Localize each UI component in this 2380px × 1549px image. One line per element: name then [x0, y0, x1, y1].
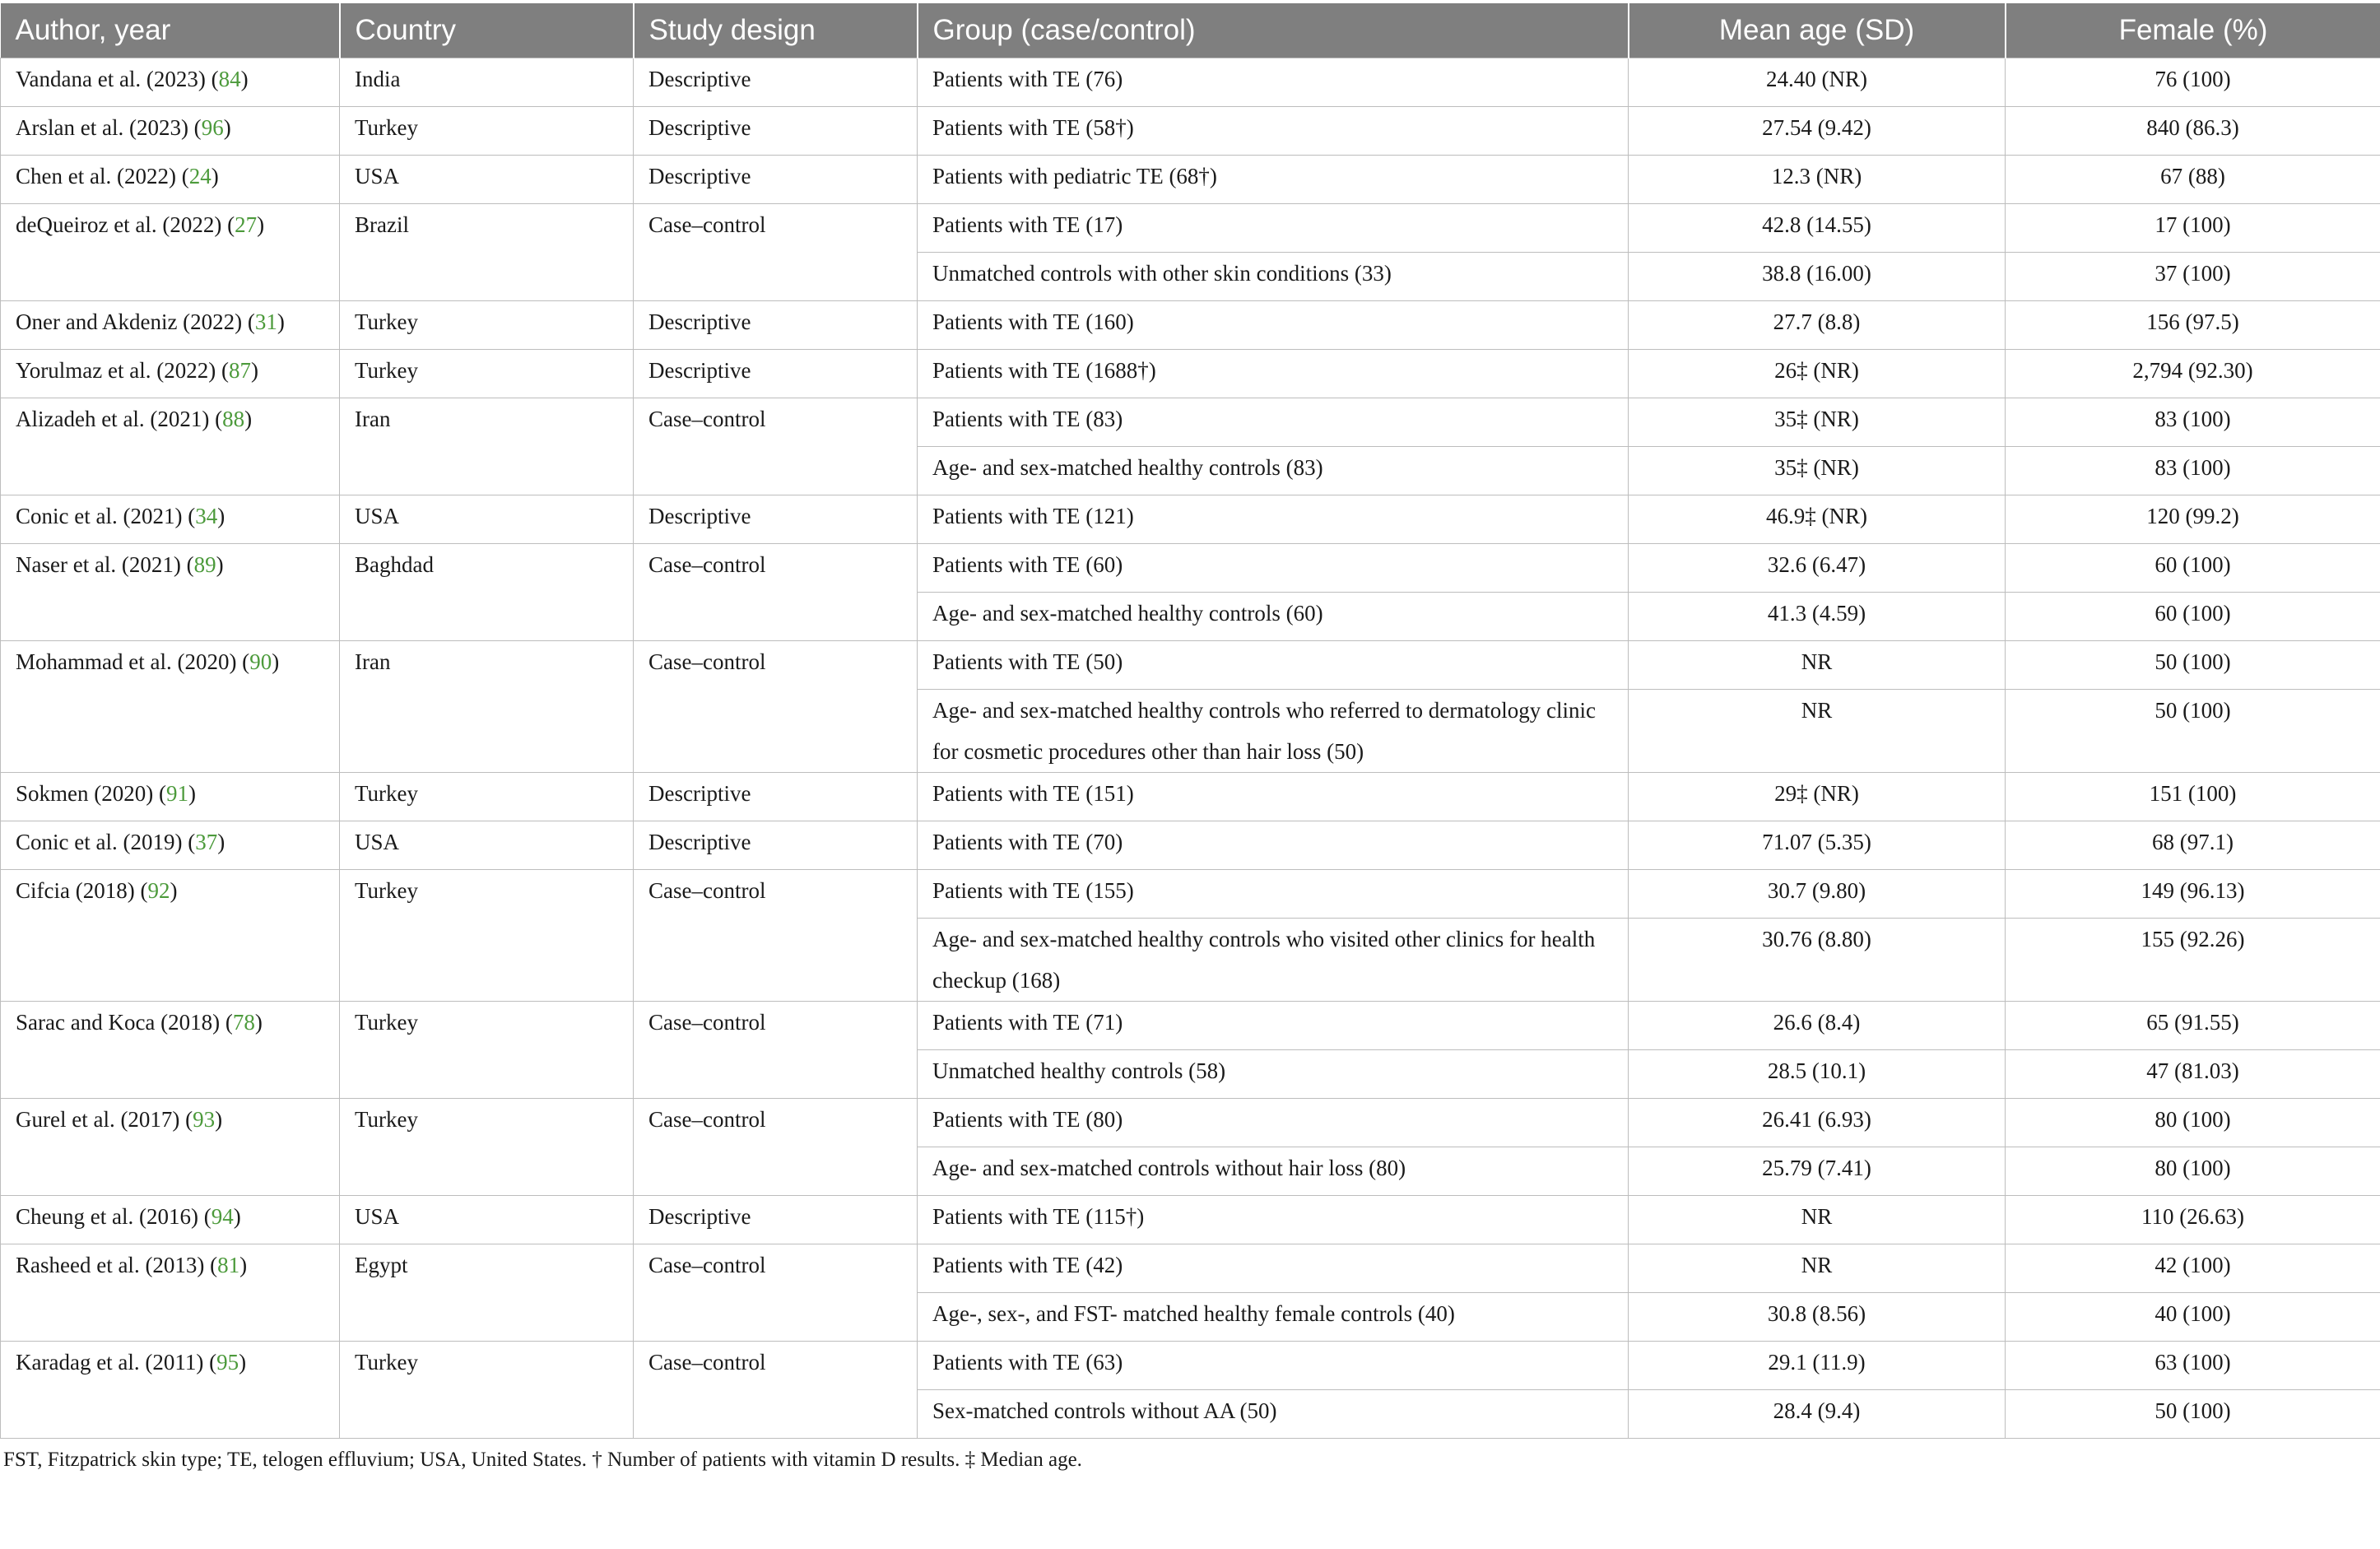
country-cell: Turkey	[340, 1342, 634, 1439]
mean-age-cell: 26.6 (8.4)	[1629, 1002, 2006, 1050]
female-cell: 110 (26.63)	[2006, 1196, 2380, 1244]
author-paren: )	[215, 1107, 223, 1132]
female-cell: 63 (100)	[2006, 1342, 2380, 1390]
author-cell	[1, 1002, 340, 1099]
author-paren: )	[216, 552, 224, 577]
author-paren: )	[272, 649, 280, 674]
mean-age-cell: 25.79 (7.41)	[1629, 1147, 2006, 1196]
group-cell: Age- and sex-matched healthy controls (60)	[918, 593, 1629, 641]
author-paren: )	[239, 1350, 247, 1375]
design-cell: Case–control	[634, 1342, 918, 1439]
author-cell	[1, 107, 340, 156]
author-cell	[1, 204, 340, 301]
country-cell: USA	[340, 495, 634, 544]
reference-link[interactable]: 81	[217, 1253, 240, 1277]
reference-link[interactable]: 27	[235, 212, 258, 237]
female-cell: 47 (81.03)	[2006, 1050, 2380, 1099]
author-text: Arslan et al. (2023) (	[16, 115, 202, 140]
country-cell: Turkey	[340, 350, 634, 398]
table-row	[1, 773, 2380, 821]
author-paren: )	[239, 1253, 248, 1277]
author-text: Vandana et al. (2023) (	[16, 67, 219, 91]
author-cell	[1, 773, 340, 821]
group-cell: Patients with TE (160)	[918, 301, 1629, 350]
design-cell: Case–control	[634, 870, 918, 1002]
design-cell: Descriptive	[634, 773, 918, 821]
group-cell: Patients with TE (76)	[918, 58, 1629, 107]
table-row	[1, 58, 2380, 107]
reference-link[interactable]: 34	[195, 504, 218, 528]
author-cell	[1, 821, 340, 870]
design-cell: Case–control	[634, 1244, 918, 1342]
mean-age-cell: 32.6 (6.47)	[1629, 544, 2006, 593]
table-row	[1, 301, 2380, 350]
author-text: Karadag et al. (2011) (	[16, 1350, 217, 1375]
group-cell: Patients with TE (1688†)	[918, 350, 1629, 398]
female-cell: 149 (96.13)	[2006, 870, 2380, 919]
female-cell: 50 (100)	[2006, 690, 2380, 773]
group-cell: Age- and sex-matched healthy controls who visited other clinics for health checkup (168)	[918, 919, 1629, 1002]
mean-age-cell: NR	[1629, 1196, 2006, 1244]
country-cell: Turkey	[340, 301, 634, 350]
design-cell: Descriptive	[634, 1196, 918, 1244]
country-cell: Brazil	[340, 204, 634, 301]
design-cell: Descriptive	[634, 156, 918, 204]
mean-age-cell: NR	[1629, 641, 2006, 690]
design-cell: Case–control	[634, 398, 918, 495]
female-cell: 76 (100)	[2006, 58, 2380, 107]
reference-link[interactable]: 84	[218, 67, 241, 91]
table-row	[1, 350, 2380, 398]
country-cell: Egypt	[340, 1244, 634, 1342]
author-text: Alizadeh et al. (2021) (	[16, 407, 223, 431]
author-paren: )	[170, 878, 178, 903]
table-row	[1, 156, 2380, 204]
reference-link[interactable]: 90	[249, 649, 272, 674]
author-text: Sarac and Koca (2018) (	[16, 1010, 233, 1035]
country-cell: Turkey	[340, 1002, 634, 1099]
group-cell: Sex-matched controls without AA (50)	[918, 1390, 1629, 1439]
reference-link[interactable]: 93	[193, 1107, 216, 1132]
author-cell	[1, 1342, 340, 1439]
female-cell: 67 (88)	[2006, 156, 2380, 204]
author-text: Mohammad et al. (2020) (	[16, 649, 250, 674]
reference-link[interactable]: 96	[201, 115, 224, 140]
design-cell: Case–control	[634, 1002, 918, 1099]
reference-link[interactable]: 94	[211, 1204, 234, 1229]
table-row	[1, 398, 2380, 447]
table-body	[1, 58, 2380, 1439]
group-cell: Patients with TE (63)	[918, 1342, 1629, 1390]
reference-link[interactable]: 31	[254, 309, 277, 334]
table-header-row	[1, 3, 2380, 58]
mean-age-cell: 30.8 (8.56)	[1629, 1293, 2006, 1342]
author-text: Cifcia (2018) (	[16, 878, 148, 903]
author-cell	[1, 870, 340, 1002]
group-cell: Age- and sex-matched healthy controls (83)	[918, 447, 1629, 495]
group-cell: Patients with TE (17)	[918, 204, 1629, 253]
country-cell: USA	[340, 156, 634, 204]
column-header-female: Female (%)	[2006, 3, 2380, 58]
country-cell: Turkey	[340, 870, 634, 1002]
table-row	[1, 1342, 2380, 1390]
author-cell	[1, 495, 340, 544]
country-cell: Turkey	[340, 773, 634, 821]
author-cell	[1, 1099, 340, 1196]
author-paren: )	[240, 67, 249, 91]
mean-age-cell: 30.7 (9.80)	[1629, 870, 2006, 919]
table-row	[1, 870, 2380, 919]
group-cell: Age-, sex-, and FST- matched healthy female controls (40)	[918, 1293, 1629, 1342]
mean-age-cell: NR	[1629, 690, 2006, 773]
group-cell: Patients with TE (151)	[918, 773, 1629, 821]
group-cell: Patients with TE (50)	[918, 641, 1629, 690]
group-cell: Patients with TE (80)	[918, 1099, 1629, 1147]
table-footnote: FST, Fitzpatrick skin type; TE, telogen effluvium; USA, United States. † Number of patients with vitamin D results. ‡ Median age.	[3, 1449, 1082, 1471]
table-row	[1, 495, 2380, 544]
group-cell: Patients with TE (42)	[918, 1244, 1629, 1293]
author-paren: )	[250, 358, 258, 383]
author-cell	[1, 544, 340, 641]
group-cell: Age- and sex-matched controls without hair loss (80)	[918, 1147, 1629, 1196]
mean-age-cell: 71.07 (5.35)	[1629, 821, 2006, 870]
reference-link[interactable]: 88	[222, 407, 245, 431]
mean-age-cell: 38.8 (16.00)	[1629, 253, 2006, 301]
reference-link[interactable]: 37	[195, 830, 218, 854]
female-cell: 68 (97.1)	[2006, 821, 2380, 870]
female-cell: 65 (91.55)	[2006, 1002, 2380, 1050]
study-table-container	[0, 3, 2380, 1472]
mean-age-cell: 29.1 (11.9)	[1629, 1342, 2006, 1390]
author-text: deQueiroz et al. (2022) (	[16, 212, 235, 237]
author-cell	[1, 398, 340, 495]
group-cell: Patients with TE (71)	[918, 1002, 1629, 1050]
author-text: Conic et al. (2019) (	[16, 830, 196, 854]
country-cell: Baghdad	[340, 544, 634, 641]
author-cell	[1, 1244, 340, 1342]
country-cell: USA	[340, 1196, 634, 1244]
female-cell: 83 (100)	[2006, 447, 2380, 495]
author-cell	[1, 156, 340, 204]
female-cell: 80 (100)	[2006, 1099, 2380, 1147]
group-cell: Patients with TE (58†)	[918, 107, 1629, 156]
country-cell: USA	[340, 821, 634, 870]
reference-link[interactable]: 92	[147, 878, 170, 903]
mean-age-cell: 27.7 (8.8)	[1629, 301, 2006, 350]
group-cell: Patients with TE (115†)	[918, 1196, 1629, 1244]
author-text: Oner and Akdeniz (2022) (	[16, 309, 255, 334]
female-cell: 60 (100)	[2006, 544, 2380, 593]
mean-age-cell: 30.76 (8.80)	[1629, 919, 2006, 1002]
mean-age-cell: 42.8 (14.55)	[1629, 204, 2006, 253]
female-cell: 37 (100)	[2006, 253, 2380, 301]
design-cell: Descriptive	[634, 495, 918, 544]
group-cell: Age- and sex-matched healthy controls who referred to dermatology clinic for cosmetic procedures other than hair loss (50)	[918, 690, 1629, 773]
design-cell: Case–control	[634, 544, 918, 641]
female-cell: 151 (100)	[2006, 773, 2380, 821]
column-header-mean-age: Mean age (SD)	[1629, 3, 2006, 58]
study-characteristics-table	[0, 3, 2380, 1439]
author-text: Conic et al. (2021) (	[16, 504, 196, 528]
author-text: Rasheed et al. (2013) (	[16, 1253, 218, 1277]
author-paren: )	[257, 212, 265, 237]
mean-age-cell: 26‡ (NR)	[1629, 350, 2006, 398]
table-row	[1, 1244, 2380, 1293]
female-cell: 60 (100)	[2006, 593, 2380, 641]
mean-age-cell: 12.3 (NR)	[1629, 156, 2006, 204]
table-row	[1, 1196, 2380, 1244]
table-row	[1, 641, 2380, 690]
table-row	[1, 821, 2380, 870]
design-cell: Descriptive	[634, 107, 918, 156]
table-row	[1, 107, 2380, 156]
author-text: Chen et al. (2022) (	[16, 164, 189, 188]
group-cell: Patients with TE (70)	[918, 821, 1629, 870]
country-cell: Turkey	[340, 107, 634, 156]
author-cell	[1, 1196, 340, 1244]
female-cell: 40 (100)	[2006, 1293, 2380, 1342]
mean-age-cell: 46.9‡ (NR)	[1629, 495, 2006, 544]
author-text: Yorulmaz et al. (2022) (	[16, 358, 229, 383]
mean-age-cell: 28.5 (10.1)	[1629, 1050, 2006, 1099]
table-row	[1, 1099, 2380, 1147]
design-cell: Descriptive	[634, 350, 918, 398]
reference-link[interactable]: 91	[165, 781, 188, 806]
design-cell: Case–control	[634, 1099, 918, 1196]
design-cell: Descriptive	[634, 58, 918, 107]
female-cell: 83 (100)	[2006, 398, 2380, 447]
table-row	[1, 544, 2380, 593]
reference-link[interactable]: 89	[193, 552, 216, 577]
author-paren: )	[244, 407, 253, 431]
female-cell: 155 (92.26)	[2006, 919, 2380, 1002]
design-cell: Descriptive	[634, 301, 918, 350]
author-text: Gurel et al. (2017) (	[16, 1107, 193, 1132]
mean-age-cell: 26.41 (6.93)	[1629, 1099, 2006, 1147]
female-cell: 17 (100)	[2006, 204, 2380, 253]
design-cell: Case–control	[634, 204, 918, 301]
column-header-author: Author, year	[1, 3, 340, 58]
group-cell: Patients with TE (121)	[918, 495, 1629, 544]
group-cell: Patients with TE (155)	[918, 870, 1629, 919]
mean-age-cell: 41.3 (4.59)	[1629, 593, 2006, 641]
mean-age-cell: NR	[1629, 1244, 2006, 1293]
female-cell: 80 (100)	[2006, 1147, 2380, 1196]
female-cell: 2,794 (92.30)	[2006, 350, 2380, 398]
author-cell	[1, 641, 340, 773]
country-cell: Iran	[340, 398, 634, 495]
female-cell: 50 (100)	[2006, 1390, 2380, 1439]
author-paren: )	[188, 781, 196, 806]
reference-link[interactable]: 87	[228, 358, 251, 383]
female-cell: 840 (86.3)	[2006, 107, 2380, 156]
female-cell: 120 (99.2)	[2006, 495, 2380, 544]
author-paren: )	[254, 1010, 263, 1035]
mean-age-cell: 27.54 (9.42)	[1629, 107, 2006, 156]
mean-age-cell: 29‡ (NR)	[1629, 773, 2006, 821]
group-cell: Patients with pediatric TE (68†)	[918, 156, 1629, 204]
design-cell: Descriptive	[634, 821, 918, 870]
country-cell: India	[340, 58, 634, 107]
mean-age-cell: 28.4 (9.4)	[1629, 1390, 2006, 1439]
female-cell: 42 (100)	[2006, 1244, 2380, 1293]
column-header-country: Country	[340, 3, 634, 58]
author-paren: )	[211, 164, 219, 188]
group-cell: Patients with TE (60)	[918, 544, 1629, 593]
author-cell	[1, 58, 340, 107]
mean-age-cell: 35‡ (NR)	[1629, 447, 2006, 495]
author-text: Cheung et al. (2016) (	[16, 1204, 212, 1229]
author-paren: )	[217, 504, 225, 528]
female-cell: 156 (97.5)	[2006, 301, 2380, 350]
table-row	[1, 204, 2380, 253]
female-cell: 50 (100)	[2006, 641, 2380, 690]
design-cell: Case–control	[634, 641, 918, 773]
mean-age-cell: 35‡ (NR)	[1629, 398, 2006, 447]
author-paren: )	[277, 309, 285, 334]
author-paren: )	[233, 1204, 241, 1229]
country-cell: Turkey	[340, 1099, 634, 1196]
author-cell	[1, 350, 340, 398]
author-paren: )	[217, 830, 225, 854]
author-cell	[1, 301, 340, 350]
group-cell: Patients with TE (83)	[918, 398, 1629, 447]
mean-age-cell: 24.40 (NR)	[1629, 58, 2006, 107]
group-cell: Unmatched controls with other skin conditions (33)	[918, 253, 1629, 301]
column-header-group: Group (case/control)	[918, 3, 1629, 58]
author-text: Sokmen (2020) (	[16, 781, 166, 806]
column-header-design: Study design	[634, 3, 918, 58]
reference-link[interactable]: 24	[188, 164, 212, 188]
author-paren: )	[223, 115, 231, 140]
country-cell: Iran	[340, 641, 634, 773]
group-cell: Unmatched healthy controls (58)	[918, 1050, 1629, 1099]
reference-link[interactable]: 95	[216, 1350, 239, 1375]
author-text: Naser et al. (2021) (	[16, 552, 194, 577]
table-row	[1, 1002, 2380, 1050]
reference-link[interactable]: 78	[232, 1010, 255, 1035]
